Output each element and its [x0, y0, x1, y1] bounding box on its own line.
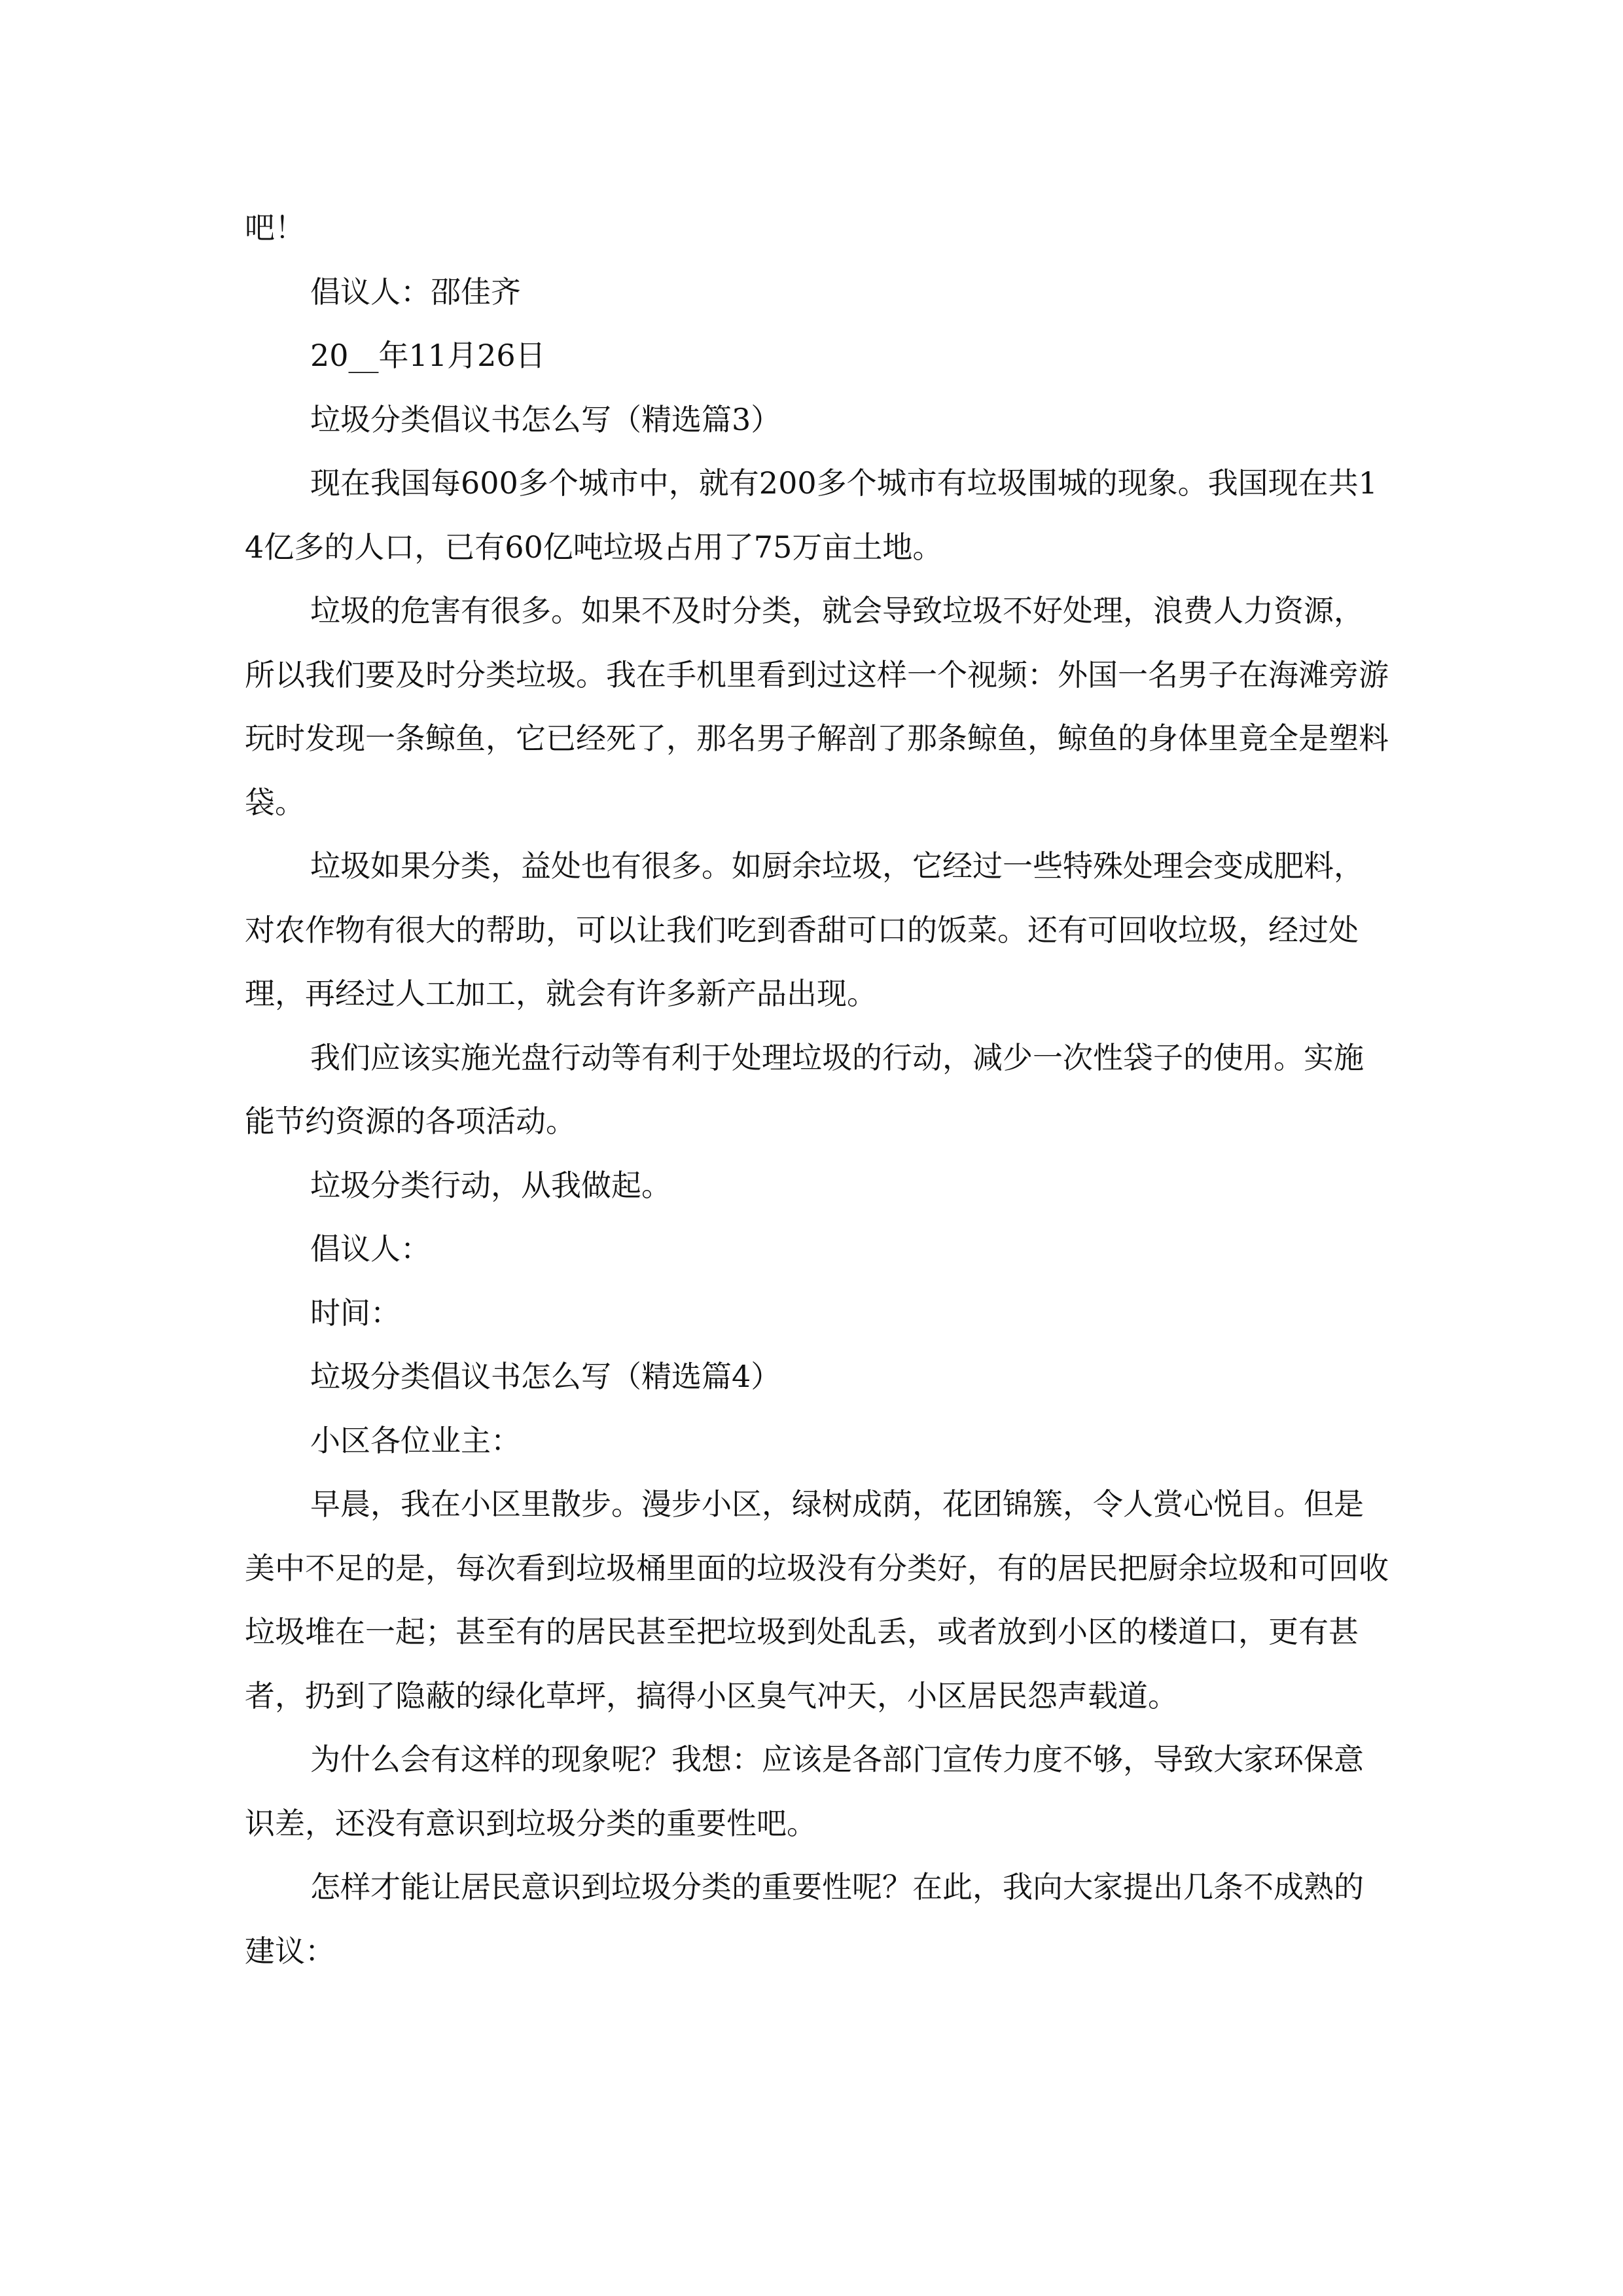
paragraph-initiator-signature: 倡议人：邵佳齐 [310, 274, 521, 310]
paragraph-continuation: 吧！ [245, 210, 305, 245]
paragraph-date: 20__年11月26日 [310, 338, 546, 373]
paragraph-body: 现在我国每600多个城市中，就有200多个城市有垃圾围城的现象。我国现在共14亿多的人口，已有60亿吨垃圾占用了75万亩土地。 [245, 465, 1378, 565]
paragraph-body: 为什么会有这样的现象呢？我想：应该是各部门宣传力度不够，导致大家环保意识差，还没有意识到垃圾分类的重要性吧。 [245, 1742, 1364, 1841]
paragraph-body: 我们应该实施光盘行动等有利于处理垃圾的行动，减少一次性袋子的使用。实施能节约资源的各项活动。 [245, 1039, 1364, 1139]
document-body [245, 196, 1391, 1983]
paragraph-body: 垃圾的危害有很多。如果不及时分类，就会导致垃圾不好处理，浪费人力资源，所以我们要及时分类垃圾。我在手机里看到过这样一个视频：外国一名男子在海滩旁游玩时发现一条鲸鱼，它已经死了，那名男子解剖了那条鲸鱼，鲸鱼的身体里竟全是塑料袋。 [245, 593, 1389, 820]
paragraph-body: 早晨，我在小区里散步。漫步小区，绿树成荫，花团锦簇，令人赏心悦目。但是美中不足的是，每次看到垃圾桶里面的垃圾没有分类好，有的居民把厨余垃圾和可回收垃圾堆在一起；甚至有的居民甚至把垃圾到处乱丢，或者放到小区的楼道口，更有甚者，扔到了隐蔽的绿化草坪，搞得小区臭气冲天，小区居民怨声载道。 [245, 1486, 1389, 1713]
paragraph-salutation: 小区各位业主： [310, 1422, 521, 1458]
section-heading-4: 垃圾分类倡议书怎么写（精选篇4） [310, 1359, 781, 1394]
paragraph-slogan: 垃圾分类行动，从我做起。 [310, 1167, 671, 1203]
section-heading-3: 垃圾分类倡议书怎么写（精选篇3） [310, 401, 781, 437]
paragraph-body: 怎样才能让居民意识到垃圾分类的重要性呢？在此，我向大家提出几条不成熟的建议： [245, 1869, 1364, 1969]
paragraph-time-label: 时间： [310, 1295, 401, 1331]
paragraph-initiator-label: 倡议人： [310, 1231, 431, 1266]
paragraph-body: 垃圾如果分类，益处也有很多。如厨余垃圾，它经过一些特殊处理会变成肥料，对农作物有很大的帮助，可以让我们吃到香甜可口的饭菜。还有可回收垃圾，经过处理，再经过人工加工，就会有许多新产品出现。 [245, 848, 1364, 1011]
